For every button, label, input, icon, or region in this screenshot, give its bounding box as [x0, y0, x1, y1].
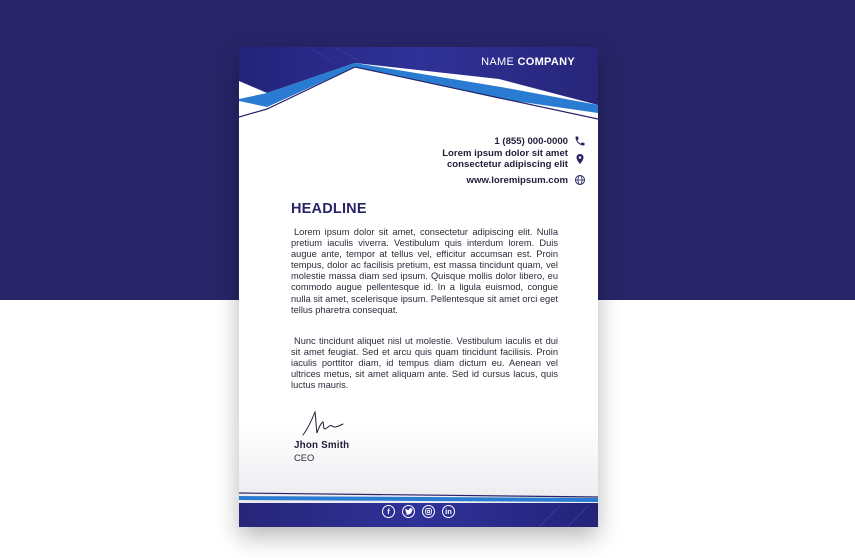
contact-website	[336, 174, 586, 186]
facebook-icon[interactable]: f	[382, 505, 395, 518]
address-text	[442, 148, 568, 170]
contact-phone	[336, 135, 586, 147]
handwritten-signature	[301, 409, 345, 439]
instagram-icon[interactable]	[422, 505, 435, 518]
linkedin-icon[interactable]: in	[442, 505, 455, 518]
address-line-1: Lorem ipsum dolor sit amet	[442, 148, 568, 159]
body-paragraph-2: Nunc tincidunt aliquet nisl ut molestie. Vestibulum iaculis et dui sit amet feugiat. Sed et arcu quis quam tincidunt facilisis. Proin iaculis porttitor diam, id tempus diam dictum eu. Aenean vel ultrices metus, sit amet aliquam ante. Sed id cursus lacus, quis luctus mauris.	[291, 336, 558, 391]
website-text: www.loremipsum.com	[466, 174, 568, 186]
letterhead-page	[239, 47, 598, 527]
company-name-light: NAME	[481, 56, 515, 68]
headline: HEADLINE	[291, 201, 367, 217]
phone-icon	[574, 135, 586, 147]
phone-text: 1 (855) 000-0000	[494, 135, 568, 147]
globe-icon	[574, 174, 586, 186]
twitter-icon[interactable]	[402, 505, 415, 518]
company-name	[481, 56, 575, 68]
address-line-2: consectetur adipiscing elit	[446, 159, 568, 170]
contact-address	[336, 148, 586, 170]
company-name-bold: COMPANY	[517, 56, 575, 68]
social-links	[239, 505, 598, 518]
signatory-name: Jhon Smith	[294, 440, 350, 451]
location-pin-icon	[574, 153, 586, 165]
body-paragraph-1: Lorem ipsum dolor sit amet, consectetur adipiscing elit. Nulla pretium iaculis viverra. Vestibulum quis interdum lorem. Duis augue ante, tempor at tellus vel, efficitur accumsan est. Proin tempus, dolor ac facilisis pretium, est massa tincidunt quam, vel molestie massa diam sed ipsum. Quisque mollis dolor libero, eu commodo augue pellentesque id. In a ligula euismod, congue nulla sit amet, scelerisque ipsum. Pellentesque sit amet orci eget tellus pharetra consequat.	[291, 227, 558, 315]
signatory-title: CEO	[294, 452, 315, 463]
